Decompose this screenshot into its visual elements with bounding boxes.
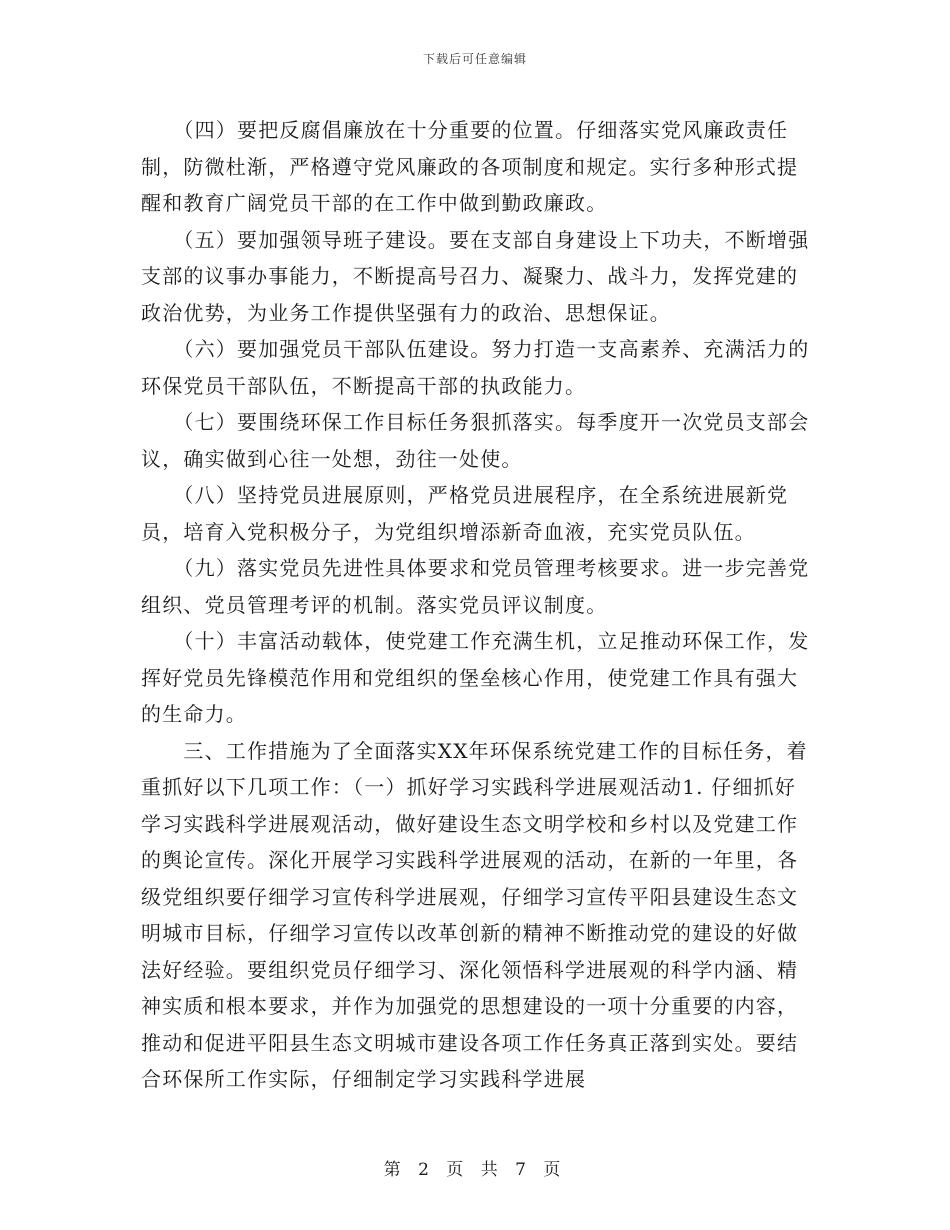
- paragraph-5: （五）要加强领导班子建设。要在支部自身建设上下功夫，不断增强支部的议事办事能力，不断提高号召力、凝聚力、战斗力，发挥党建的政治优势，为业务工作提供坚强有力的政治、思想保证。: [141, 227, 810, 325]
- document-body: [141, 112, 811, 1098]
- paragraph-work-measures: 三、工作措施为了全面落实XX年环保系统党建工作的目标任务，着重抓好以下几项工作：（一）抓好学习实践科学进展观活动1. 仔细抓好学习实践科学进展观活动，做好建设生态文明学校和乡村以及党建工作的舆论宣传。深化开展学习实践科学进展观的活动，在新的一年里，各级党组织要仔细学习宣传科学进展观，仔细学习宣传平阳县建设生态文明城市目标，仔细学习宣传以改革创新的精神不断推动党的建设的好做法好经验。要组织党员仔细学习、深化领悟科学进展观的科学内涵、精神实质和根本要求，并作为加强党的思想建设的一项十分重要的内容，推动和促进平阳县生态文明城市建设各项工作任务真正落到实处。要结合环保所工作实际，仔细制定学习实践科学进展: [141, 738, 808, 1091]
- paragraph-9: （九）落实党员先进性具体要求和党员管理考核要求。进一步完善党组织、党员管理考评的机制。落实党员评议制度。: [141, 556, 810, 617]
- page-header: 下载后可任意编辑: [422, 52, 527, 66]
- paragraph-6: （六）要加强党员干部队伍建设。努力打造一支高素养、充满活力的环保党员干部队伍，不断提高干部的执政能力。: [141, 337, 810, 398]
- page-number-footer: 第 2 页 共 7 页: [383, 1160, 567, 1180]
- paragraph-7: （七）要围绕环保工作目标任务狠抓落实。每季度开一次党员支部会议，确实做到心往一处想，劲往一处使。: [141, 410, 810, 471]
- paragraph-4: （四）要把反腐倡廉放在十分重要的位置。仔细落实党风廉政责任制，防微杜渐，严格遵守党风廉政的各项制度和规定。实行多种形式提醒和教育广阔党员干部的在工作中做到勤政廉政。: [141, 118, 799, 215]
- paragraph-8: （八）坚持党员进展原则，严格党员进展程序，在全系统进展新党员，培育入党积极分子，为党组织增添新奇血液，充实党员队伍。: [141, 483, 789, 544]
- paragraph-10: （十）丰富活动载体，使党建工作充满生机，立足推动环保工作，发挥好党员先锋模范作用和党组织的堡垒核心作用，使党建工作具有强大的生命力。: [141, 629, 810, 726]
